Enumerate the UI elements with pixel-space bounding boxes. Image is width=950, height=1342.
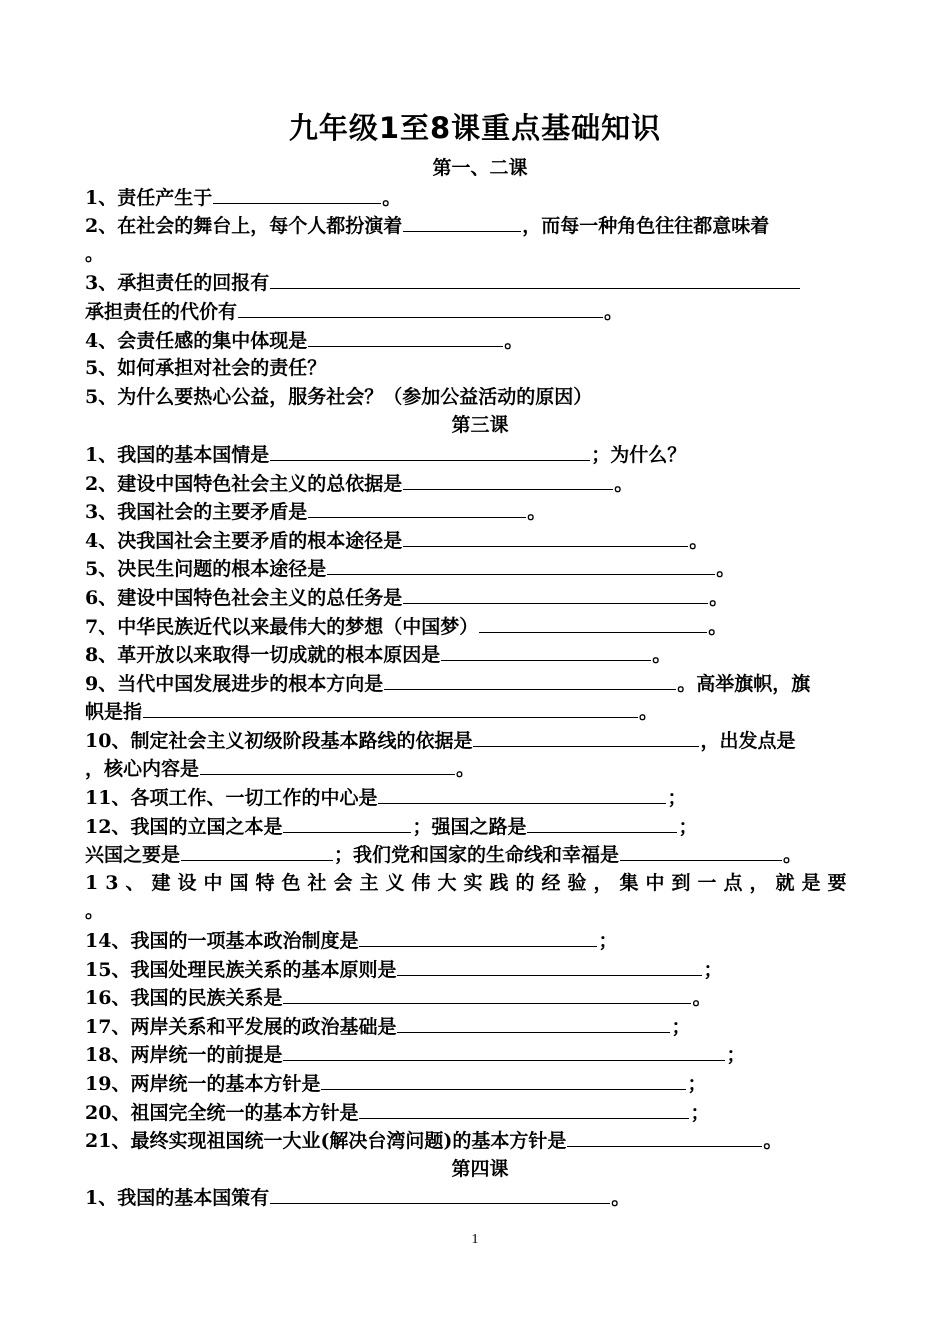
answer-blank[interactable]	[213, 183, 381, 204]
question-line: 7、中华民族近代以来最伟大的梦想（中国梦） 。	[85, 612, 875, 641]
answer-blank[interactable]	[143, 697, 638, 718]
question-line: 15、我国处理民族关系的基本原则是 ；	[85, 955, 875, 984]
question-line: 16、我国的民族关系是 。	[85, 983, 875, 1012]
question-line: 1、我国的基本国情是 ；为什么？	[85, 440, 875, 469]
question-line: ，核心内容是 。	[85, 754, 875, 783]
answer-blank[interactable]	[359, 926, 597, 947]
answer-blank[interactable]	[479, 612, 707, 633]
question-line: 兴国之要是 ；我们党和国家的生命线和幸福是 。	[85, 840, 875, 869]
question-line: 3、承担责任的回报有	[85, 268, 875, 297]
answer-blank[interactable]	[397, 955, 702, 976]
question-line: 5、为什么要热心公益，服务社会？（参加公益活动的原因）	[85, 385, 593, 408]
answer-blank[interactable]	[327, 554, 715, 575]
question-line: 17、两岸关系和平发展的政治基础是 ；	[85, 1012, 875, 1041]
question-line: 10、制定社会主义初级阶段基本路线的依据是 ，出发点是	[85, 726, 875, 755]
question-line: 18、两岸统一的前提是 ；	[85, 1040, 875, 1069]
question-line: 6、建设中国特色社会主义的总任务是 。	[85, 583, 875, 612]
section-heading-3: 第三课	[451, 414, 509, 437]
question-line: 5、决民生问题的根本途径是 。	[85, 554, 875, 583]
question-line: 承担责任的代价有 。	[85, 297, 875, 326]
question-line: 。	[85, 242, 105, 265]
question-line: 11、各项工作、一切工作的中心是 ；	[85, 783, 875, 812]
question-line: 14、我国的一项基本政治制度是 ；	[85, 926, 875, 955]
answer-blank[interactable]	[359, 1098, 689, 1119]
answer-blank[interactable]	[403, 526, 688, 547]
question-line: 5、如何承担对社会的责任？	[85, 357, 327, 380]
question-line: 9、当代中国发展进步的根本方向是 。高举旗帜，旗	[85, 669, 875, 698]
answer-blank[interactable]	[308, 326, 503, 347]
section-heading-1-2: 第一、二课	[432, 157, 528, 179]
question-line: 13、建设中国特色社会主义伟大实践的经验，集中到一点，就是要	[85, 871, 854, 894]
answer-blank[interactable]	[283, 983, 691, 1004]
answer-blank[interactable]	[270, 440, 590, 461]
answer-blank[interactable]	[397, 1012, 670, 1033]
question-line: 帜是指 。	[85, 697, 875, 726]
answer-blank[interactable]	[308, 497, 526, 518]
question-line: 1、责任产生于 。	[85, 183, 875, 212]
answer-blank[interactable]	[378, 783, 666, 804]
answer-blank[interactable]	[567, 1126, 762, 1147]
answer-blank[interactable]	[283, 812, 411, 833]
question-line: 8、革开放以来取得一切成就的根本原因是 。	[85, 640, 875, 669]
question-line: 。	[85, 900, 105, 923]
question-line: 4、决我国社会主要矛盾的根本途径是 。	[85, 526, 875, 555]
answer-blank[interactable]	[283, 1040, 725, 1061]
answer-blank[interactable]	[181, 840, 333, 861]
question-line: 4、会责任感的集中体现是 。	[85, 326, 875, 355]
answer-blank[interactable]	[384, 669, 676, 690]
answer-blank[interactable]	[403, 211, 521, 232]
answer-blank[interactable]	[441, 640, 651, 661]
answer-blank[interactable]	[238, 297, 603, 318]
answer-blank[interactable]	[200, 754, 455, 775]
answer-blank[interactable]	[473, 726, 699, 747]
answer-blank[interactable]	[270, 1183, 610, 1204]
question-line: 20、祖国完全统一的基本方针是 ；	[85, 1098, 875, 1127]
question-line: 1、我国的基本国策有 。	[85, 1183, 875, 1212]
question-line: 2、建设中国特色社会主义的总依据是 。	[85, 469, 875, 498]
question-line: 2、在社会的舞台上，每个人都扮演着 ，而每一种角色往往都意味着	[85, 211, 875, 240]
answer-blank[interactable]	[270, 268, 800, 289]
question-line: 19、两岸统一的基本方针是 ；	[85, 1069, 875, 1098]
answer-blank[interactable]	[527, 812, 677, 833]
question-line: 12、我国的立国之本是 ；强国之路是 ；	[85, 812, 875, 841]
document-title: 九年级1至8课重点基础知识	[288, 111, 662, 145]
question-line: 21、最终实现祖国统一大业(解决台湾问题)的基本方针是 。	[85, 1126, 875, 1155]
section-heading-4: 第四课	[451, 1157, 509, 1180]
answer-blank[interactable]	[403, 583, 708, 604]
answer-blank[interactable]	[321, 1069, 686, 1090]
answer-blank[interactable]	[620, 840, 782, 861]
answer-blank[interactable]	[403, 469, 613, 490]
worksheet-body	[85, 154, 875, 1212]
page-number: 1	[471, 1232, 479, 1247]
question-line: 3、我国社会的主要矛盾是 。	[85, 497, 875, 526]
